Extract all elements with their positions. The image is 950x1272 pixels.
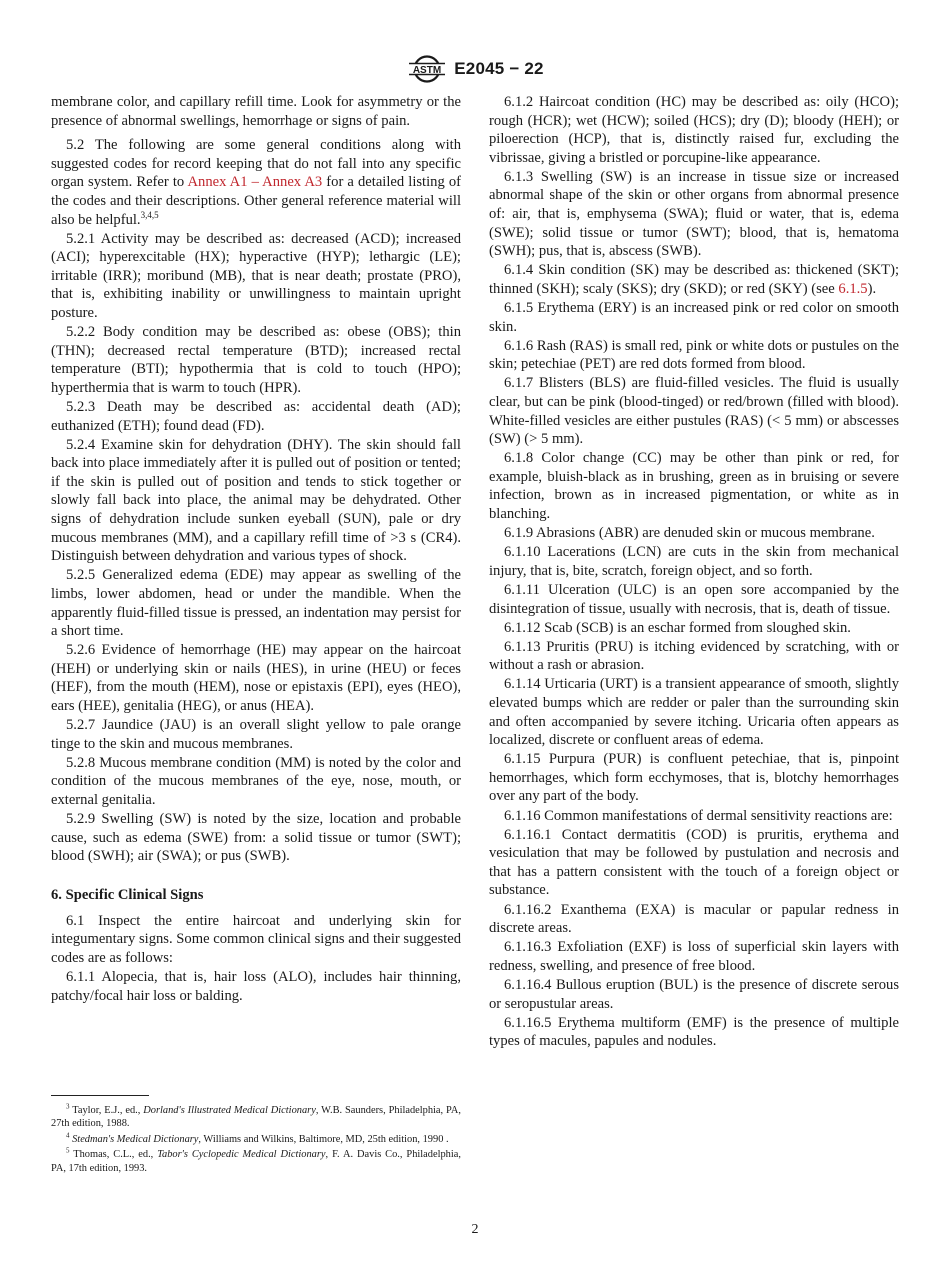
astm-logo-text: ASTM [413,65,442,76]
paragraph-6-1: 6.1 Inspect the entire haircoat and underlying skin for integumentary signs. Some common clinical signs and their suggested codes are as follows: [51,912,461,967]
paragraph-6-1-8: 6.1.8 Color change (CC) may be other than pink or red, for example, bluish-black as in brushing, green as in bruising or severe infection, brown as in increased pigmentation, or white as in blanching. [489,450,899,523]
paragraph-6-1-16: 6.1.16 Common manifestations of dermal sensitivity reactions are: [504,807,893,824]
footnote-text: Taylor, E.J., ed., [72,1105,144,1116]
footnote-3 [51,1104,461,1131]
paragraph-6-1-11: 6.1.11 Ulceration (ULC) is an open sore accompanied by the disintegration of tissue, usually with necrosis, that is, death of tissue. [489,581,899,617]
footnote-5 [51,1148,461,1175]
paragraph-5-2-5: 5.2.5 Generalized edema (EDE) may appear as swelling of the limbs, lower abdomen, head or under the mandible. When the apparently fluid-filled tissue is pressed, an indentation may persist for a short time. [51,567,461,640]
paragraph-5-2-8: 5.2.8 Mucous membrane condition (MM) is noted by the color and condition of the mucous membranes of the eye, nose, mouth, or external genitalia. [51,754,461,808]
page-header [0,54,950,88]
paragraph-5-2-text: 5.2 The following are some general conditions along with suggested codes for record keeping that do not fall into any specific organ system. Refer to [51,137,461,191]
astm-logo-icon [406,54,448,84]
right-column [489,93,899,1051]
paragraph-6-1-16-5: 6.1.16.5 Erythema multiform (EMF) is the presence of multiple types of macules, papules and nodules. [489,1014,899,1050]
footnote-number: 4 [66,1131,70,1140]
footnote-ref[interactable]: 3,4,5 [140,209,159,220]
annex-link[interactable]: Annex A1 – Annex A3 [187,174,323,191]
paragraph-6-1-1: 6.1.1 Alopecia, that is, hair loss (ALO), includes hair thinning, patchy/focal hair loss or balding. [51,969,461,1004]
footnote-text: , W.B. Saunders, Philadelphia, PA, 27th edition, 1988. [51,1105,461,1130]
paragraph-5-2-9: 5.2.9 Swelling (SW) is noted by the size, location and probable cause, such as edema (SWE) from: a solid tissue or tumor (SWT); blood (SWH); air (SWA); or pus (SWB). [51,811,461,865]
paragraph-6-1-3: 6.1.3 Swelling (SW) is an increase in tissue size or increased abnormal shape of the skin or other organs from abnormal presence of: air, that is, emphysema (SWA); fluid or water, that is, edema (SWE); solid tissue or tumor (SWT); blood, that is, hematoma (SWH); pus, that is, abscess (SWB). [489,168,899,260]
paragraph-5-2-7: 5.2.7 Jaundice (JAU) is an overall slight yellow to pale orange tinge to the skin and mucous membranes. [51,717,461,752]
footnote-number: 3 [66,1102,70,1111]
paragraph-5-2-text-end: for a detailed listing of the codes and their descriptions. Other general reference material will also be helpful. [51,174,462,228]
footnote-text: , Williams and Wilkins, Baltimore, MD, 25th edition, 1990 . [198,1133,449,1145]
paragraph-6-1-4-text-end: ). [867,280,877,297]
paragraph-6-1-7: 6.1.7 Blisters (BLS) are fluid-filled vesicles. The fluid is usually clear, but can be pink (blood-tinged) or red/brown (filled with blood). White-filled vesicles are either pustules (RAS) (< 5 mm) or abscesses (SW) (> 5 mm). [489,375,899,448]
paragraph-6-1-2: 6.1.2 Haircoat condition (HC) may be described as: oily (HCO); rough (HCR); wet (HCW); soiled (HCS); dry (D); bloody (HEH); or piloerection (HCP), that is, distinctly raised fur, excluding the vibrissae, giving a bristled or porcupine-like appearance. [489,94,899,166]
footnote-4 [51,1133,461,1146]
paragraph-intro: membrane color, and capillary refill time. Look for asymmetry or the presence of abnormal swellings, hemorrhage or signs of pain. [51,94,461,129]
paragraph-6-1-16-4: 6.1.16.4 Bullous eruption (BUL) is the presence of discrete serous or seropustular areas. [489,976,899,1012]
paragraph-6-1-9: 6.1.9 Abrasions (ABR) are denuded skin or mucous membrane. [504,525,875,542]
paragraph-6-1-4-text: 6.1.4 Skin condition (SK) may be described as: thickened (SKT); thinned (SKH); scaly (SKS); dry (SKD); or red (SKY) (see [489,262,899,297]
footnotes [51,1104,461,1177]
paragraph-6-1-16-1: 6.1.16.1 Contact dermatitis (COD) is pruritis, erythema and vesiculation that may be followed by pustulation and necrosis and that has a pattern consistent with the touch of a foreign object or substance. [489,826,899,899]
footnote-text: , F. A. Davis Co., Philadelphia, PA, 17th edition, 1993. [51,1149,461,1174]
paragraph-5-2-1: 5.2.1 Activity may be described as: decreased (ACD); increased (ACI); hyperexcitable (HX); hyperactive (HYP); lethargic (LE); irritable (IRR); moribund (MB), that is near death; prostate (PRO), that is, exhibiting inability or unwillingness to maintain upright posture. [51,230,461,322]
left-column [51,93,461,1006]
document-id: E2045 − 22 [454,59,544,78]
paragraph-6-1-16-2: 6.1.16.2 Exanthema (EXA) is macular or papular redness in discrete areas. [489,901,899,937]
footnote-title: Tabor's Cyclopedic Medical Dictionary [157,1149,326,1161]
section-heading: 6. Specific Clinical Signs [51,886,204,903]
paragraph-6-1-13: 6.1.13 Pruritis (PRU) is itching evidenced by scratching, with or without a rash or abrasion. [489,638,899,674]
paragraph-6-1-5: 6.1.5 Erythema (ERY) is an increased pink or red color on smooth skin. [489,300,899,335]
paragraph-5-2 [51,136,461,229]
page-number: 2 [471,1222,479,1237]
footnote-title: Dorland's Illustrated Medical Dictionary [143,1105,316,1116]
section-6-1-5-link[interactable]: 6.1.5 [838,280,868,297]
footnote-divider [51,1095,149,1096]
footnote-text: Thomas, C.L., ed., [73,1149,158,1161]
paragraph-6-1-14: 6.1.14 Urticaria (URT) is a transient appearance of smooth, slightly elevated bumps which are redder or paler than the surrounding skin and often accompanied by severe itching. Uricaria often appears as localized, discrete or confluent areas of edema. [489,676,899,749]
paragraph-6-1-6: 6.1.6 Rash (RAS) is small red, pink or white dots or pustules on the skin; petechiae (PET) are red dots formed from blood. [489,337,899,373]
footnote-title: Stedman's Medical Dictionary [72,1133,199,1145]
paragraph-6-1-12: 6.1.12 Scab (SCB) is an eschar formed from sloughed skin. [504,619,851,636]
paragraph-6-1-10: 6.1.10 Lacerations (LCN) are cuts in the skin from mechanical injury, that is, bite, scratch, foreign object, and so forth. [489,544,899,579]
paragraph-5-2-2: 5.2.2 Body condition may be described as: obese (OBS); thin (THN); decreased rectal temperature (BTD); increased rectal temperature (BTI); hypothermia that is cold to touch (HPO); hyperthermia that is warm to touch (HPR). [51,324,461,396]
paragraph-5-2-3: 5.2.3 Death may be described as: accidental death (AD); euthanized (ETH); found dead (FD). [51,399,461,434]
paragraph-5-2-6: 5.2.6 Evidence of hemorrhage (HE) may appear on the haircoat (HEH) or underlying skin or nails (HES), in urine (HEU) or feces (HEF), from the mouth (HEM), nose or epistaxis (EPI), eyes (HEO), ears (HEE), genitalia (HEG), or anus (HEA). [51,642,461,714]
paragraph-6-1-15: 6.1.15 Purpura (PUR) is confluent petechiae, that is, pinpoint hemorrhages, which form ecchymoses, that is, blotchy hemorrhages over any part of the body. [489,751,899,805]
footnote-number: 5 [66,1146,70,1155]
paragraph-6-1-4 [489,261,899,298]
paragraph-6-1-16-3: 6.1.16.3 Exfoliation (EXF) is loss of superficial skin layers with redness, swelling, and presence of free blood. [489,939,899,974]
paragraph-5-2-4: 5.2.4 Examine skin for dehydration (DHY). The skin should fall back into place immediately after it is pulled out of position or tented; if the skin is pulled out of position and tends to stick together or slowly fall back into place, the animal may be dehydrated. Other signs of dehydration include sunken eyeball (SUN), pale or dry mucous membranes (MM), and a capillary refill time of >3 s (CR4). Distinguish between dehydration and various types of shock. [51,436,461,565]
